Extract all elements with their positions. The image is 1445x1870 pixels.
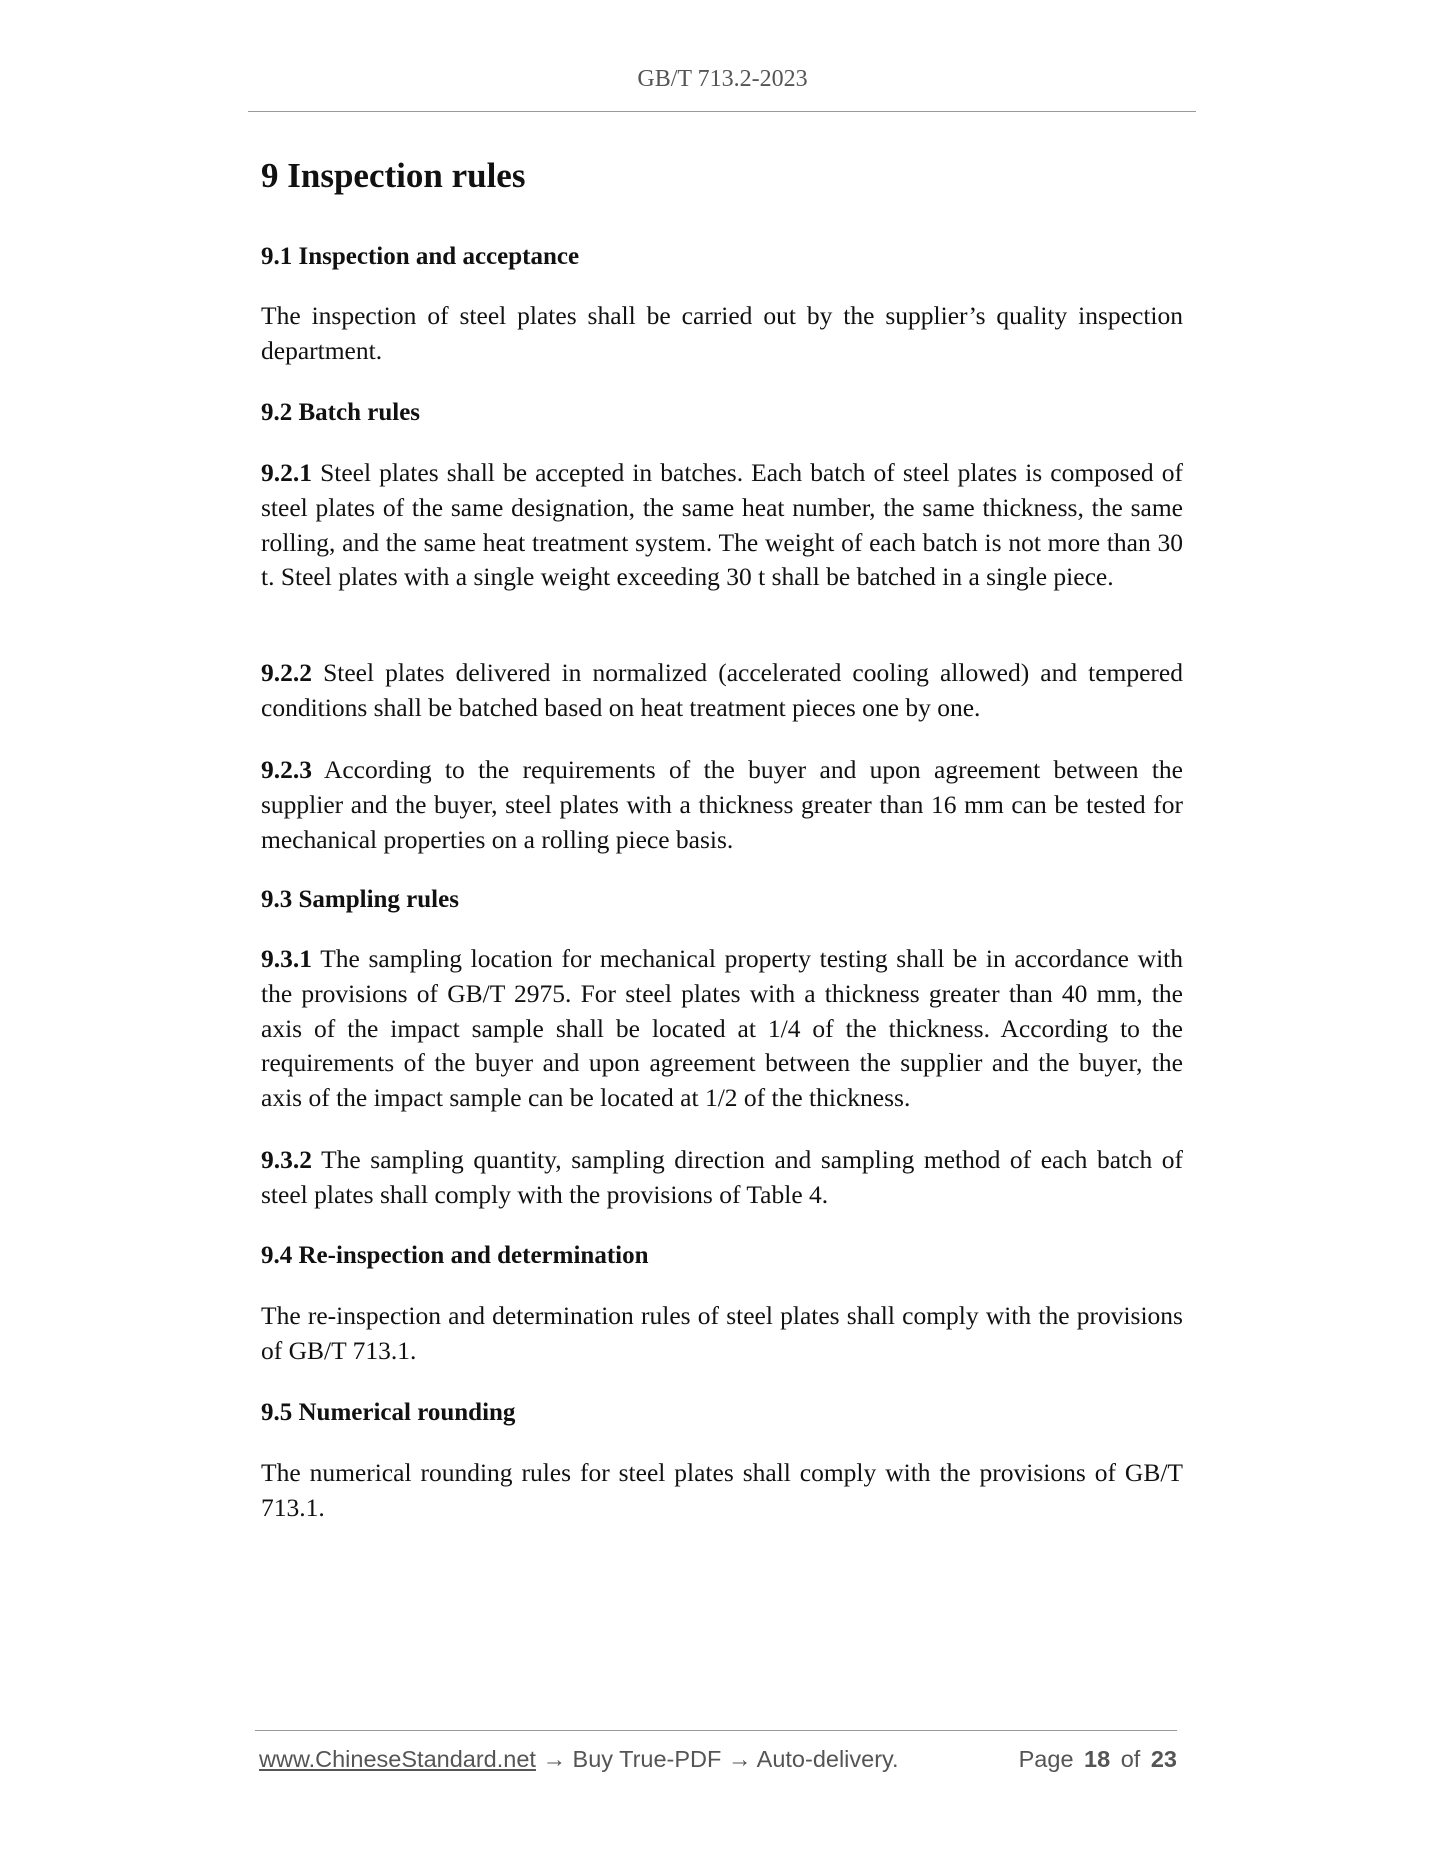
paragraph-9-1 (261, 299, 1183, 369)
footer-divider (255, 1730, 1177, 1731)
paragraph-9-5 (261, 1456, 1183, 1526)
arrow-right-icon: → (542, 1746, 566, 1772)
clause-number: 9.3.1 (261, 944, 312, 973)
footer-step-delivery: Auto-delivery. (756, 1746, 899, 1772)
clause-number: 9.2.2 (261, 658, 312, 687)
paragraph-9-2-2 (261, 656, 1183, 726)
footer-promo (259, 1744, 899, 1774)
chinesestandard-link[interactable]: www.ChineseStandard.net (259, 1746, 536, 1772)
page-label: Page (1018, 1746, 1074, 1772)
chapter-title: 9 Inspection rules (261, 156, 526, 195)
section-heading-9-3: 9.3 Sampling rules (261, 886, 459, 913)
paragraph-9-2-1 (261, 456, 1183, 595)
paragraph-text: The sampling location for mechanical property testing shall be in accordance with the provisions of GB/T 2975. For steel plates with a thickness greater than 40 mm, the axis of the impact sample shall be located at 1/4 of the thickness. According to the requirements of the buyer and upon agreement between the supplier and the buyer, the axis of the impact sample can be located at 1/2 of the thickness. (261, 944, 1183, 1113)
clause-number: 9.2.1 (261, 458, 312, 487)
paragraph-9-3-2 (261, 1143, 1183, 1213)
page-total: 23 (1150, 1746, 1177, 1772)
paragraph-9-2-3 (261, 753, 1183, 857)
paragraph-9-3-1 (261, 942, 1183, 1116)
paragraph-9-4 (261, 1299, 1183, 1369)
footer-step-buy: Buy True-PDF (572, 1746, 722, 1772)
clause-number: 9.2.3 (261, 755, 312, 784)
section-heading-9-4: 9.4 Re-inspection and determination (261, 1242, 649, 1269)
paragraph-text: Steel plates shall be accepted in batches. Each batch of steel plates is composed of steel plates of the same designation, the same heat number, the same thickness, the same rolling, and the same heat treatment system. The weight of each batch is not more than 30 t. Steel plates with a single weight exceeding 30 t shall be batched in a single piece. (261, 458, 1183, 592)
paragraph-text: According to the requirements of the buyer and upon agreement between the supplier and the buyer, steel plates with a thickness greater than 16 mm can be tested for mechanical properties on a rolling piece basis. (261, 755, 1183, 854)
paragraph-text: The sampling quantity, sampling direction and sampling method of each batch of steel plates shall comply with the provisions of Table 4. (261, 1145, 1183, 1209)
header-standard-id: GB/T 713.2-2023 (637, 66, 808, 92)
page-current: 18 (1084, 1746, 1111, 1772)
paragraph-text: Steel plates delivered in normalized (accelerated cooling allowed) and tempered conditions shall be batched based on heat treatment pieces one by one. (261, 658, 1183, 722)
footer (259, 1744, 1177, 1774)
section-heading-9-2: 9.2 Batch rules (261, 399, 421, 426)
arrow-right-icon: → (727, 1746, 752, 1772)
page-of: of (1120, 1746, 1141, 1772)
paragraph-text: The re-inspection and determination rules of steel plates shall comply with the provisions of GB/T 713.1. (261, 1301, 1183, 1365)
clause-number: 9.3.2 (261, 1145, 312, 1174)
paragraph-text: The numerical rounding rules for steel plates shall comply with the provisions of GB/T 713.1. (261, 1458, 1183, 1522)
page-indicator (1015, 1744, 1177, 1774)
section-heading-9-1: 9.1 Inspection and acceptance (261, 243, 580, 270)
section-heading-9-5: 9.5 Numerical rounding (261, 1399, 516, 1426)
header-divider (248, 111, 1196, 112)
paragraph-text: The inspection of steel plates shall be carried out by the supplier’s quality inspection department. (261, 301, 1183, 365)
